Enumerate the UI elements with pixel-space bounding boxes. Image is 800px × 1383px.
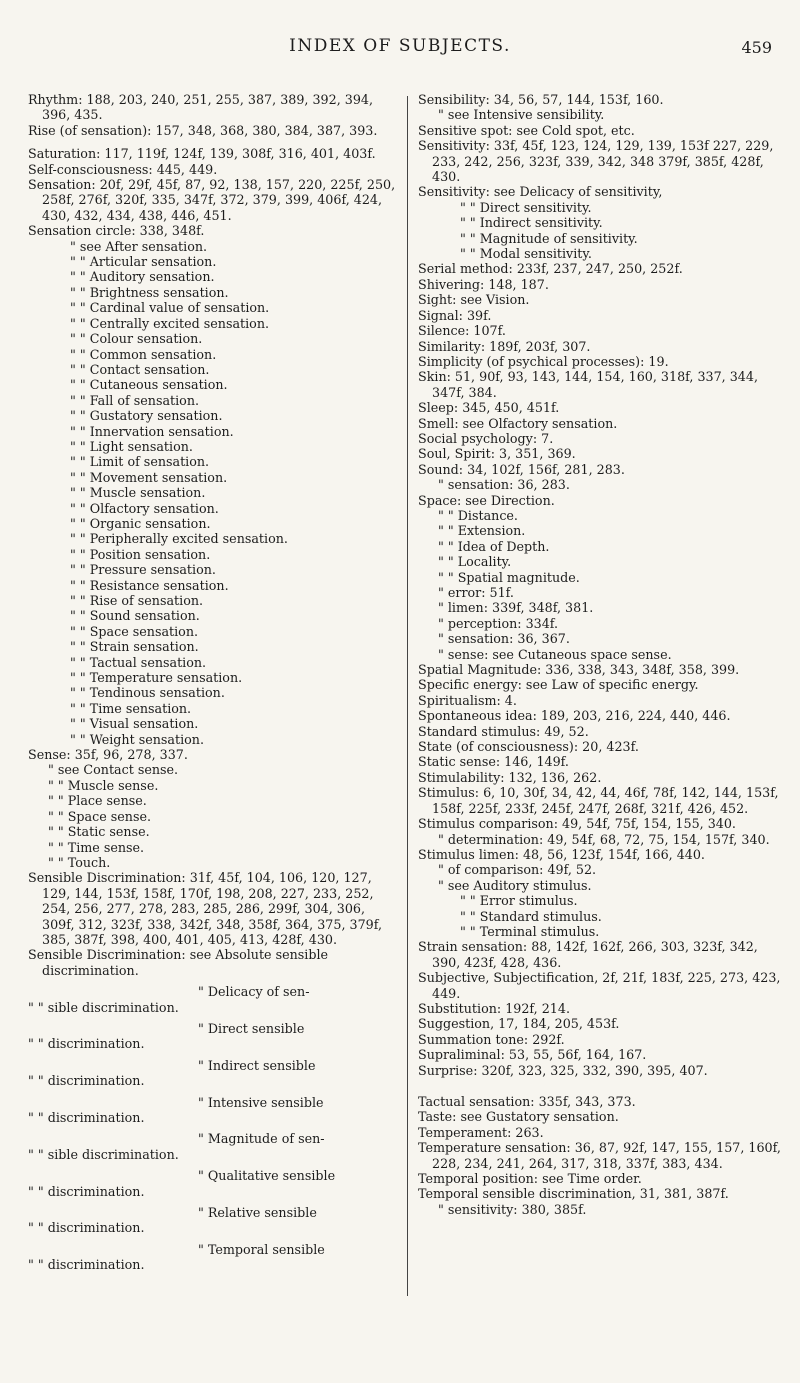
index-subentry: " " Idea of Depth. (438, 538, 550, 554)
index-subentry: " " Common sensation. (70, 346, 217, 362)
index-subentry: " " Limit of sensation. (70, 454, 210, 470)
index-entry: Spatial Magnitude: 336, 338, 343, 348f, 358, 399. (418, 662, 740, 678)
index-subentry: " " Touch. (48, 854, 111, 870)
index-subentry: " " Terminal stimulus. (460, 923, 600, 939)
index-entry: Skin: 51, 90f, 93, 143, 144, 154, 160, 318f, 337, 344, 347f, 384. (418, 369, 758, 400)
index-entry: Simplicity (of psychical processes): 19. (418, 353, 669, 369)
index-entry: Smell: see Olfactory sensation. (418, 415, 618, 431)
subentry-heading: " Temporal sensible (198, 1241, 325, 1257)
index-subentry: " " Innervation sensation. (70, 423, 234, 439)
index-subentry: " " Locality. (438, 554, 512, 570)
index-subentry: " " Contact sensation. (70, 361, 210, 377)
index-subentry: " " Magnitude of sensitivity. (460, 230, 638, 246)
index-entry: Sensation circle: 338, 348f. (28, 223, 205, 239)
index-entry: Static sense: 146, 149f. (418, 754, 569, 770)
index-subentry: " " Modal sensitivity. (460, 246, 592, 262)
index-subentry: " determination: 49, 54f, 68, 72, 75, 154, 157f, 340. (438, 831, 770, 847)
index-entry: Social psychology: 7. (418, 430, 554, 446)
index-entry: Tactual sensation: 335f, 343, 373. (418, 1094, 636, 1109)
index-entry: Strain sensation: 88, 142f, 162f, 266, 303, 323f, 342, 390, 423f, 428, 436. (418, 939, 758, 970)
subentry-continuation: " " sible discrimination. (28, 999, 179, 1015)
index-subentry: " perception: 334f. (438, 615, 559, 631)
right-column (418, 92, 788, 1217)
index-entry: Standard stimulus: 49, 52. (418, 723, 589, 739)
index-entry: Spontaneous idea: 189, 203, 216, 224, 440, 446. (418, 708, 731, 724)
index-entry: Silence: 107f. (418, 323, 506, 339)
index-subentry (28, 1095, 400, 1126)
index-entry: Signal: 39f. (418, 307, 492, 323)
index-subentry: " " Centrally excited sensation. (70, 315, 270, 331)
index-entry: Sensible Discrimination: 31f, 45f, 104, 106, 120, 127, 129, 144, 153f, 158f, 170f, 198, 208, 227, 233, 252, 254, 256, 277, 278, 283, 285, 286, 299f, 304, 306, 309f, 312, 323f, 338, 342f, 348, 358f, 364, 375, 379f, 385, 387f, 398, 400, 401, 405, 413, 428f, 430. (28, 870, 383, 947)
index-subentry: " " Distance. (438, 507, 518, 523)
index-subentry: " " Indirect sensitivity. (460, 215, 603, 231)
index-subentry: " " Brightness sensation. (70, 284, 229, 300)
index-subentry (28, 1058, 400, 1089)
index-entry: Rise (of sensation): 157, 348, 368, 380, 384, 387, 393. (28, 122, 378, 138)
index-entry: Rhythm: 188, 203, 240, 251, 255, 387, 389, 392, 394, 396, 435. (28, 92, 374, 123)
subentry-heading: " Relative sensible (198, 1205, 317, 1221)
index-subentry: " " Direct sensitivity. (460, 199, 592, 215)
index-subentry: " sensitivity: 380, 385f. (438, 1201, 587, 1217)
index-subentry: " " Fall of sensation. (70, 392, 200, 408)
index-subentry: " " Olfactory sensation. (70, 500, 219, 516)
index-subentry: " see Intensive sensibility. (438, 107, 605, 123)
index-subentry: " " Position sensation. (70, 546, 211, 562)
subentry-heading: " Direct sensible (198, 1020, 305, 1036)
index-entry: Similarity: 189f, 203f, 307. (418, 338, 591, 354)
subentry-continuation: " " discrimination. (28, 1073, 145, 1089)
index-entry: Stimulus: 6, 10, 30f, 34, 42, 44, 46f, 78f, 142, 144, 153f, 158f, 225f, 233f, 245f, 247f, 268f, 321f, 426, 452. (418, 785, 779, 816)
index-subentry: " " Space sensation. (70, 623, 199, 639)
index-entry: Spiritualism: 4. (418, 692, 517, 708)
page-number: 459 (741, 38, 772, 57)
index-subentry (28, 1021, 400, 1052)
index-subentry: " " Time sensation. (70, 700, 192, 716)
index-entry: Temporal position: see Time order. (418, 1171, 642, 1187)
index-entry: Stimulus comparison: 49, 54f, 75f, 154, 155, 340. (418, 816, 736, 832)
index-subentry (28, 984, 400, 1015)
index-subentry: " " Colour sensation. (70, 331, 203, 347)
index-entry: Temperature sensation: 36, 87, 92f, 147, 155, 157, 160f, 228, 234, 241, 264, 317, 318, 337f, 383, 434. (418, 1140, 781, 1171)
index-entry: Suggestion, 17, 184, 205, 453f. (418, 1016, 620, 1032)
index-subentry: " " Place sense. (48, 793, 147, 809)
index-subentry: " " Visual sensation. (70, 716, 199, 732)
subentry-heading: " Indirect sensible (198, 1057, 316, 1073)
index-subentry (28, 1205, 400, 1236)
index-subentry (28, 1131, 400, 1162)
subentry-heading: " Qualitative sensible (198, 1168, 336, 1184)
index-entry: Sleep: 345, 450, 451f. (418, 400, 560, 416)
subentry-heading: " Delicacy of sen- (198, 984, 310, 1000)
index-subentry: " " Time sense. (48, 839, 145, 855)
index-entry: Serial method: 233f, 237, 247, 250, 252f. (418, 261, 683, 277)
index-subentry: " " Peripherally excited sensation. (70, 531, 288, 547)
index-subentry: " " Temperature sensation. (70, 670, 243, 686)
index-entry: Surprise: 320f, 323, 325, 332, 390, 395, 407. (418, 1062, 708, 1078)
index-entry: Soul, Spirit: 3, 351, 369. (418, 446, 576, 462)
index-entry: Sound: 34, 102f, 156f, 281, 283. (418, 461, 625, 477)
discrimination-subentries (28, 984, 400, 1273)
index-entry: Specific energy: see Law of specific energy. (418, 677, 699, 693)
index-subentry: " " Error stimulus. (460, 893, 578, 909)
index-subentry: " " Weight sensation. (70, 731, 204, 747)
index-entry: Substitution: 192f, 214. (418, 1000, 570, 1016)
index-entry: Sensitive spot: see Cold spot, etc. (418, 122, 635, 138)
index-subentry: " of comparison: 49f, 52. (438, 862, 597, 878)
index-entry: Temperament: 263. (418, 1124, 544, 1140)
index-entry: Taste: see Gustatory sensation. (418, 1109, 619, 1125)
index-subentry: " limen: 339f, 348f, 381. (438, 600, 594, 616)
index-entry: Sight: see Vision. (418, 292, 530, 308)
index-entry: State (of consciousness): 20, 423f. (418, 739, 639, 755)
index-subentry: " " Standard stimulus. (460, 908, 602, 924)
index-subentry: " " Auditory sensation. (70, 269, 215, 285)
index-entry: Stimulability: 132, 136, 262. (418, 769, 602, 785)
index-subentry: " see Contact sense. (48, 762, 179, 778)
index-entry: Sensibility: 34, 56, 57, 144, 153f, 160. (418, 92, 664, 107)
index-subentry: " " Resistance sensation. (70, 577, 229, 593)
index-entry: Saturation: 117, 119f, 124f, 139, 308f, 316, 401, 403f. (28, 146, 376, 162)
index-subentry: " " Muscle sensation. (70, 485, 206, 501)
index-subentry: " " Extension. (438, 523, 526, 539)
index-subentry: " " Tactual sensation. (70, 654, 207, 670)
page-header (0, 34, 800, 64)
index-subentry (28, 1242, 400, 1273)
index-subentry: " see Auditory stimulus. (438, 877, 592, 893)
index-subentry: " " Movement sensation. (70, 469, 228, 485)
index-entry: Sensible Discrimination: see Absolute sensible discrimination. (28, 947, 329, 978)
column-divider (407, 96, 408, 1296)
page-title: INDEX OF SUBJECTS. (289, 36, 511, 56)
index-subentry: " " Space sense. (48, 808, 152, 824)
index-entry: Subjective, Subjectification, 2f, 21f, 183f, 225, 273, 423, 449. (418, 970, 781, 1001)
index-subentry: " " Pressure sensation. (70, 562, 216, 578)
index-subentry: " sense: see Cutaneous space sense. (438, 646, 672, 662)
subentry-continuation: " " discrimination. (28, 1036, 145, 1052)
index-subentry: " " Strain sensation. (70, 639, 199, 655)
index-entry: Sensitivity: see Delicacy of sensitivity, (418, 184, 663, 200)
index-subentry: " error: 51f. (438, 585, 514, 600)
index-subentry: " " Gustatory sensation. (70, 408, 223, 424)
subentry-heading: " Magnitude of sen- (198, 1131, 325, 1147)
index-subentry: " " Organic sensation. (70, 515, 211, 531)
index-subentry: " " Light sensation. (70, 438, 193, 454)
index-entry: Space: see Direction. (418, 492, 555, 508)
index-entry: Sensation: 20f, 29f, 45f, 87, 92, 138, 157, 220, 225f, 250, 258f, 276f, 320f, 335, 347f, 372, 379, 399, 406f, 424, 430, 432, 434, 438, 446, 451. (28, 177, 396, 223)
index-subentry: " sensation: 36, 367. (438, 631, 570, 647)
index-subentry: " " Cutaneous sensation. (70, 377, 228, 393)
subentry-heading: " Intensive sensible (198, 1094, 324, 1110)
subentry-continuation: " " discrimination. (28, 1220, 145, 1236)
index-subentry: " sensation: 36, 283. (438, 477, 570, 493)
index-subentry: " " Spatial magnitude. (438, 569, 580, 585)
index-entry: Shivering: 148, 187. (418, 276, 549, 292)
subentry-continuation: " " discrimination. (28, 1183, 145, 1199)
index-entry: Sense: 35f, 96, 278, 337. (28, 747, 188, 763)
index-entry: Self-consciousness: 445, 449. (28, 161, 218, 177)
index-subentry: " " Articular sensation. (70, 254, 217, 270)
index-entry: Summation tone: 292f. (418, 1031, 565, 1047)
index-subentry (28, 1168, 400, 1199)
index-subentry: " " Sound sensation. (70, 608, 200, 624)
index-subentry: " " Static sense. (48, 824, 150, 840)
index-entry: Stimulus limen: 48, 56, 123f, 154f, 166, 440. (418, 846, 705, 862)
subentry-continuation: " " discrimination. (28, 1110, 145, 1125)
index-entry: Sensitivity: 33f, 45f, 123, 124, 129, 139, 153f 227, 229, 233, 242, 256, 323f, 339, 342, 348 379f, 385f, 428f, 430. (418, 138, 774, 185)
index-subentry: " see After sensation. (70, 238, 208, 254)
index-subentry: " " Rise of sensation. (70, 593, 204, 608)
index-subentry: " " Tendinous sensation. (70, 685, 225, 701)
index-entry: Temporal sensible discrimination, 31, 381, 387f. (418, 1186, 729, 1202)
index-subentry: " " Muscle sense. (48, 777, 159, 793)
index-entry: Supraliminal: 53, 55, 56f, 164, 167. (418, 1047, 647, 1063)
index-subentry: " " Cardinal value of sensation. (70, 300, 270, 316)
subentry-continuation: " " discrimination. (28, 1257, 145, 1273)
left-column (28, 92, 400, 1279)
subentry-continuation: " " sible discrimination. (28, 1146, 179, 1162)
